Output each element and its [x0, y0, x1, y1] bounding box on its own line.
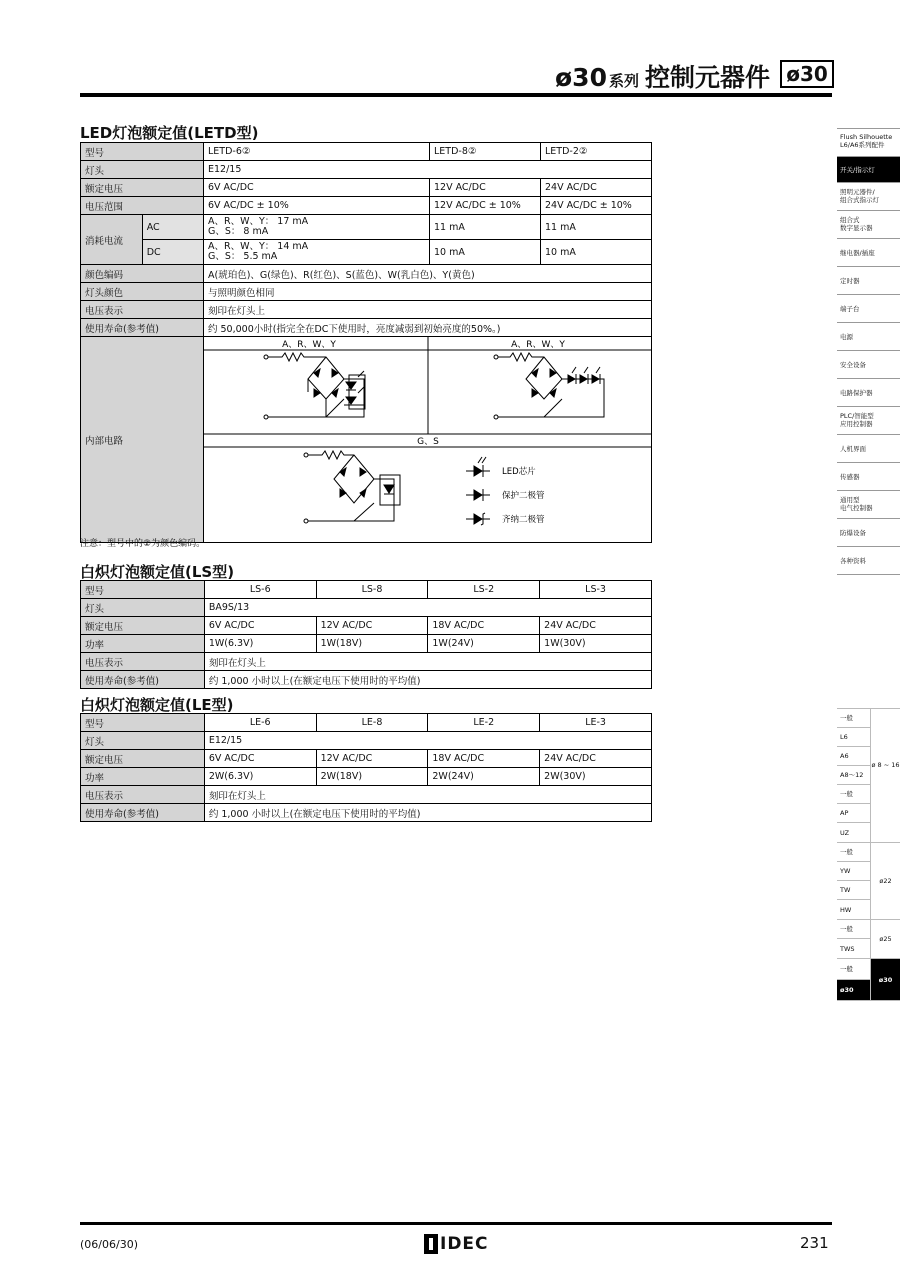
table-cell: 12V AC/DC	[429, 179, 540, 197]
footer-rule	[80, 1222, 832, 1225]
sidebar-item-hmi[interactable]	[837, 435, 900, 463]
table-cell: LS-3	[540, 581, 652, 599]
title-prefix: ø30	[555, 63, 607, 92]
tab-tw[interactable]: TW	[837, 881, 870, 900]
table-cell: 12V AC/DC	[316, 617, 428, 635]
table-row	[81, 671, 652, 689]
table-row	[81, 750, 652, 768]
sidebar-item-label: 通用型	[840, 496, 860, 504]
table-row	[81, 283, 652, 301]
table-cell: 18V AC/DC	[428, 617, 540, 635]
tab-general[interactable]: 一般	[837, 709, 870, 728]
sidebar-item-label: 各种资料	[840, 557, 866, 565]
table-label: 消耗电流	[81, 215, 143, 265]
sidebar-item-label: 照明元器件/	[840, 188, 875, 196]
table-label: 使用寿命(参考值)	[81, 804, 205, 822]
table-row	[81, 768, 652, 786]
table-label: DC	[142, 240, 203, 265]
sidebar-item-terminals[interactable]	[837, 295, 900, 323]
title-series: 系列	[608, 72, 639, 90]
table-cell	[203, 215, 429, 240]
table-label: AC	[142, 215, 203, 240]
table-cell: 24V AC/DC	[540, 179, 651, 197]
table-cell: LETD-6②	[203, 143, 429, 161]
tab-group-22: ø22	[870, 843, 900, 920]
table-cell: LETD-8②	[429, 143, 540, 161]
sidebar-item-switches[interactable]	[837, 157, 900, 183]
footer-date: (06/06/30)	[80, 1238, 138, 1251]
table-label: 灯头	[81, 732, 205, 750]
table-label: 电压表示	[81, 301, 204, 319]
header-rule	[80, 93, 832, 97]
sidebar-item-label: 开关/指示灯	[840, 166, 875, 174]
tab-a8-12[interactable]: A8～12	[837, 766, 870, 785]
sidebar-item-label: 电路保护器	[840, 389, 873, 397]
page-title	[555, 58, 770, 94]
table-cell: LS-6	[204, 581, 316, 599]
table-cell: 2W(30V)	[540, 768, 652, 786]
table-cell: A(琥珀色)、G(绿色)、R(红色)、S(蓝色)、W(乳白色)、Y(黄色)	[203, 265, 651, 283]
sidebar-item-label: 定时器	[840, 277, 860, 285]
tab-a6[interactable]: A6	[837, 747, 870, 766]
size-tab-nav	[837, 708, 900, 1001]
table-cell: 6V AC/DC	[204, 750, 316, 768]
table-row	[81, 786, 652, 804]
table-cell: 2W(6.3V)	[204, 768, 316, 786]
table-row	[81, 319, 652, 337]
idec-logo-text: IDEC	[440, 1234, 489, 1254]
table-cell: 10 mA	[540, 240, 651, 265]
sidebar-item-label: 电气控制器	[840, 504, 873, 512]
tab-l6[interactable]: L6	[837, 728, 870, 747]
sidebar-item-label: 人机界面	[840, 445, 866, 453]
tab-ap[interactable]: AP	[837, 804, 870, 823]
legend-zener-label: 齐纳二极管	[501, 515, 545, 525]
table-label: 型号	[81, 143, 204, 161]
table-cell: 24V AC/DC	[540, 617, 652, 635]
table-label: 功率	[81, 635, 205, 653]
table-cell: 2W(18V)	[316, 768, 428, 786]
table-cell: LE-8	[316, 714, 428, 732]
category-sidebar	[837, 128, 900, 575]
sidebar-item-safety[interactable]	[837, 351, 900, 379]
table-row	[81, 240, 652, 265]
sidebar-item-label: PLC/智能型	[840, 412, 874, 420]
table-cell: 11 mA	[540, 215, 651, 240]
circuit-diagram	[204, 337, 651, 539]
sidebar-item-label: 防爆设备	[840, 529, 866, 537]
table-cell: E12/15	[203, 161, 651, 179]
sidebar-item-label: 继电器/插座	[840, 249, 875, 257]
table-label: 额定电压	[81, 179, 204, 197]
table-label: 内部电路	[81, 337, 204, 543]
sidebar-item-flush-silhouette[interactable]	[837, 129, 900, 157]
table-label: 功率	[81, 768, 205, 786]
tab-yw[interactable]: YW	[837, 862, 870, 881]
table-row	[81, 215, 652, 240]
table-label: 灯头颜色	[81, 283, 204, 301]
table-row	[81, 732, 652, 750]
circuit-header-3: G、S	[417, 437, 439, 447]
table-cell: 11 mA	[429, 215, 540, 240]
table-label: 额定电压	[81, 750, 205, 768]
table-label: 使用寿命(参考值)	[81, 319, 204, 337]
table-label: 电压表示	[81, 786, 205, 804]
table-label: 电压范围	[81, 197, 204, 215]
table-row	[81, 197, 652, 215]
table-cell: 与照明颜色相同	[203, 283, 651, 301]
table-cell: 刻印在灯头上	[203, 301, 651, 319]
table-cell: LE-6	[204, 714, 316, 732]
sidebar-item-explosion-proof[interactable]	[837, 519, 900, 547]
tab-tws[interactable]: TWS	[837, 939, 870, 959]
table-row	[81, 714, 652, 732]
sidebar-item-controllers[interactable]	[837, 491, 900, 519]
sidebar-item-label: L6/A6系列配件	[840, 141, 885, 149]
table-row	[81, 804, 652, 822]
sidebar-item-plc[interactable]	[837, 407, 900, 435]
color-code-note: 注意：型号中的②为颜色编码。	[80, 539, 206, 549]
sidebar-item-display[interactable]	[837, 211, 900, 239]
table-row	[81, 143, 652, 161]
sidebar-item-label: 传感器	[840, 473, 860, 481]
table-cell: 18V AC/DC	[428, 750, 540, 768]
table-label: 额定电压	[81, 617, 205, 635]
series-badge: ø30	[780, 60, 834, 88]
sidebar-item-relays[interactable]	[837, 239, 900, 267]
table-cell: LE-2	[428, 714, 540, 732]
sidebar-item-label: 安全设备	[840, 361, 866, 369]
legend-protect-label: 保护二极管	[501, 491, 545, 501]
le-table	[80, 713, 652, 822]
table-cell: 约 50,000小时(指完全在DC下使用时，亮度减弱到初始亮度的50%。)	[203, 319, 651, 337]
tab-phi30-active[interactable]: ø30	[837, 980, 870, 1001]
sidebar-item-label: 应用控制器	[840, 420, 873, 428]
le-section-title: 白炽灯泡额定值(LE型)	[80, 696, 234, 714]
sidebar-item-label: Flush Silhouette	[840, 133, 893, 141]
table-row	[81, 635, 652, 653]
table-cell: 刻印在灯头上	[204, 786, 651, 804]
sidebar-item-label: 数字显示器	[840, 224, 873, 232]
tab-general[interactable]: 一般	[837, 843, 870, 862]
table-label: 颜色编码	[81, 265, 204, 283]
table-cell: 12V AC/DC ± 10%	[429, 197, 540, 215]
tab-uz[interactable]: UZ	[837, 823, 870, 843]
table-cell: LS-2	[428, 581, 540, 599]
table-cell	[203, 240, 429, 265]
current-line: G、S： 5.5 mA	[207, 251, 278, 262]
sidebar-item-label: 端子台	[840, 305, 860, 313]
circuit-cell	[203, 337, 651, 543]
table-cell: 6V AC/DC ± 10%	[203, 197, 429, 215]
letd-section-title: LED灯泡额定值(LETD型)	[80, 124, 259, 142]
table-cell: LE-3	[540, 714, 652, 732]
tab-group-25: ø25	[870, 920, 900, 959]
ls-table	[80, 580, 652, 689]
sidebar-item-resources[interactable]	[837, 547, 900, 575]
table-cell: 24V AC/DC ± 10%	[540, 197, 651, 215]
tab-hw[interactable]: HW	[837, 900, 870, 920]
page-number: 231	[800, 1234, 829, 1252]
sidebar-item-protectors[interactable]	[837, 379, 900, 407]
table-cell: 约 1,000 小时以上(在额定电压下使用时的平均值)	[204, 671, 651, 689]
circuit-legend	[466, 457, 545, 525]
table-row	[81, 599, 652, 617]
table-cell: LETD-2②	[540, 143, 651, 161]
current-line: A、R、W、Y： 14 mA	[207, 241, 309, 252]
tab-general[interactable]: 一般	[837, 959, 870, 980]
table-cell: 10 mA	[429, 240, 540, 265]
table-row	[81, 301, 652, 319]
tab-general[interactable]: 一般	[837, 785, 870, 804]
table-cell: BA9S/13	[204, 599, 651, 617]
table-label: 灯头	[81, 161, 204, 179]
table-cell: 24V AC/DC	[540, 750, 652, 768]
table-cell: 1W(18V)	[316, 635, 428, 653]
circuit-header-1: A、R、W、Y	[282, 340, 336, 350]
table-row	[81, 617, 652, 635]
table-label: 灯头	[81, 599, 205, 617]
table-cell: 2W(24V)	[428, 768, 540, 786]
current-line: A、R、W、Y： 17 mA	[207, 216, 309, 227]
circuit-schematic-2	[494, 353, 604, 419]
table-cell: 1W(30V)	[540, 635, 652, 653]
letd-table	[80, 142, 652, 543]
circuit-header-2: A、R、W、Y	[511, 340, 565, 350]
title-main: 控制元器件	[644, 63, 770, 92]
sidebar-item-label: 电源	[840, 333, 853, 341]
idec-logo	[424, 1234, 489, 1254]
table-row	[81, 337, 652, 543]
table-cell: LS-8	[316, 581, 428, 599]
tab-general[interactable]: 一般	[837, 920, 870, 939]
circuit-schematic-3	[304, 451, 400, 523]
table-row	[81, 653, 652, 671]
idec-logo-mark-icon	[424, 1234, 438, 1254]
table-label: 使用寿命(参考值)	[81, 671, 205, 689]
sidebar-item-label: 组合式指示灯	[840, 196, 879, 204]
table-cell: 6V AC/DC	[203, 179, 429, 197]
sidebar-item-label: 组合式	[840, 216, 860, 224]
table-cell: 1W(6.3V)	[204, 635, 316, 653]
table-row	[81, 581, 652, 599]
table-row	[81, 179, 652, 197]
table-label: 型号	[81, 714, 205, 732]
tab-group-30-active[interactable]: ø30	[870, 959, 900, 1001]
circuit-schematic-1	[264, 353, 365, 419]
table-cell: 刻印在灯头上	[204, 653, 651, 671]
table-cell: 6V AC/DC	[204, 617, 316, 635]
sidebar-item-lighting[interactable]	[837, 183, 900, 211]
table-row	[81, 161, 652, 179]
table-cell: E12/15	[204, 732, 651, 750]
table-cell: 1W(24V)	[428, 635, 540, 653]
legend-led-label: LED芯片	[501, 467, 536, 477]
table-row	[81, 265, 652, 283]
ls-section-title: 白炽灯泡额定值(LS型)	[80, 563, 235, 581]
table-label: 型号	[81, 581, 205, 599]
sidebar-item-timers[interactable]	[837, 267, 900, 295]
tab-group-8-16: ø 8 ~ 16	[870, 709, 900, 843]
table-cell: 约 1,000 小时以上(在额定电压下使用时的平均值)	[204, 804, 651, 822]
current-line: G、S： 8 mA	[207, 226, 269, 237]
sidebar-item-sensors[interactable]	[837, 463, 900, 491]
table-label: 电压表示	[81, 653, 205, 671]
sidebar-item-power[interactable]	[837, 323, 900, 351]
table-cell: 12V AC/DC	[316, 750, 428, 768]
